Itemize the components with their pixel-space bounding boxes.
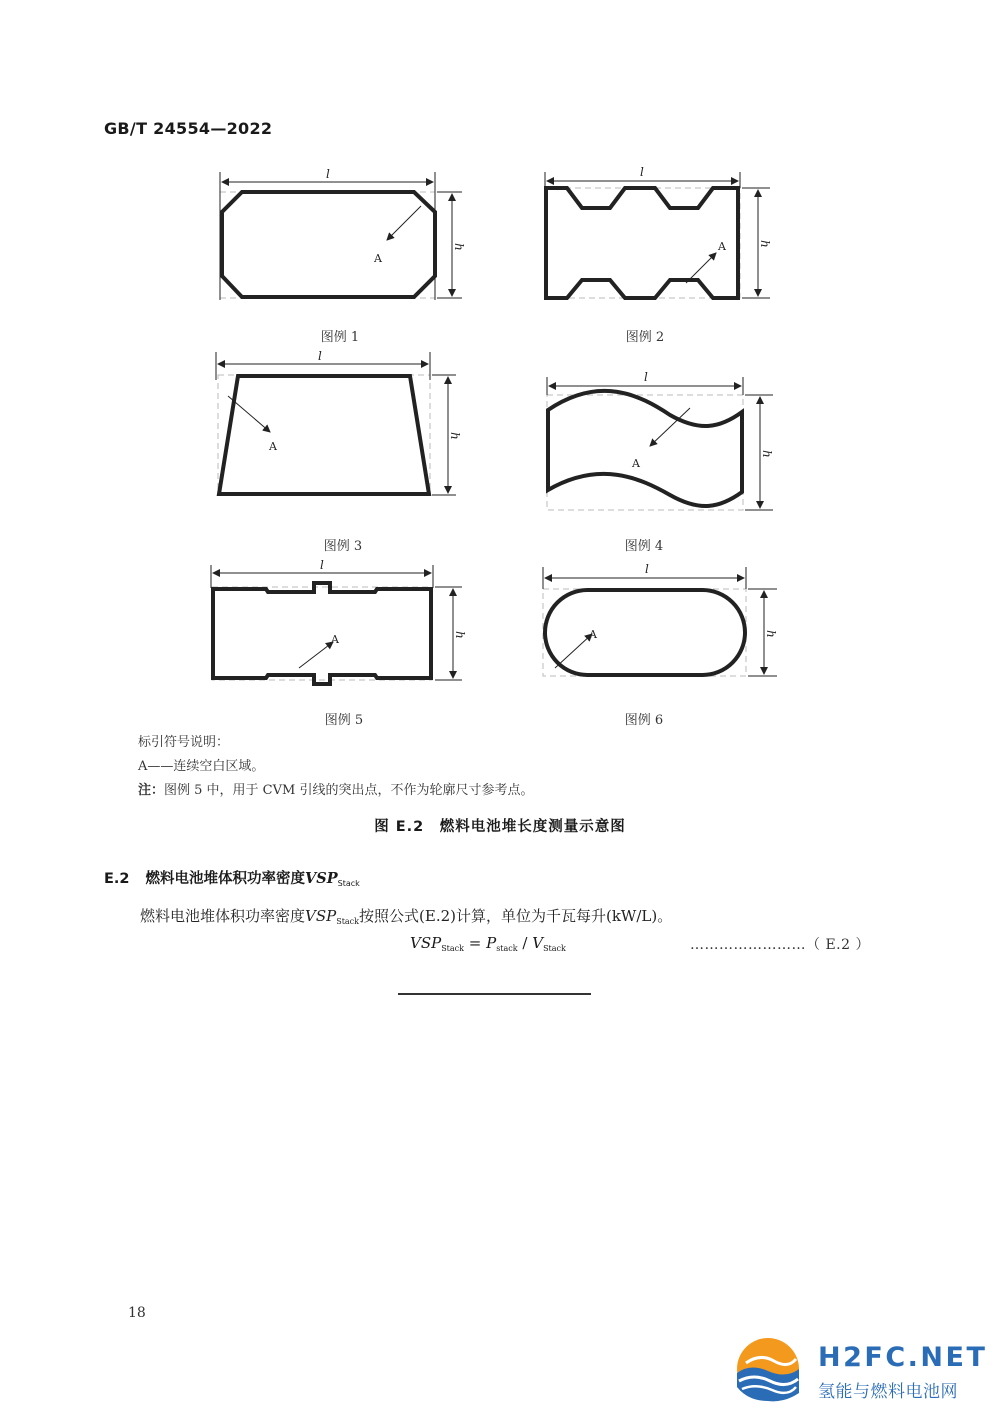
para-text-before: 燃料电池堆体积功率密度 [140,907,306,925]
figure-6-diagram [543,567,777,676]
para-text-after: 按照公式(E.2)计算，单位为千瓦每升(kW/L)。 [359,907,673,925]
dim-h-label: h [760,450,774,458]
dim-l-label: l [318,349,322,363]
formula-p-sub: stack [496,944,518,953]
figure-1-caption: 图例 1 [320,330,360,345]
dim-l-label: l [640,165,644,179]
area-a-label: A [632,457,640,470]
section-heading [104,867,360,888]
dim-h-label: h [453,631,467,639]
formula-v-sub: Stack [543,944,566,953]
dim-l-label: l [320,558,324,572]
figure-3-caption: 图例 3 [323,539,363,554]
area-a-label: A [589,628,597,641]
figure-4-diagram [547,377,773,510]
section-symbol-sub: Stack [337,879,360,888]
dim-l-label: l [326,167,330,181]
dim-h-label: h [764,630,778,638]
area-a-label: A [269,440,277,453]
figure-6-caption: 图例 6 [624,713,664,728]
figure-4-caption: 图例 4 [624,539,664,554]
dim-l-label: l [644,370,648,384]
section-symbol: VSP [305,870,338,887]
watermark-subtitle: 氢能与燃料电池网 [818,1382,958,1402]
area-a-label: A [374,252,382,265]
figure-5-diagram [211,565,462,684]
body-paragraph [140,905,672,926]
figure-5-caption: 图例 5 [324,713,364,728]
formula-v: V [532,934,544,952]
legend-title: 标引符号说明： [138,735,230,750]
area-a-label: A [331,633,339,646]
figure-3-diagram [216,352,456,495]
dim-l-label: l [645,562,649,576]
note-label: 注： [138,783,165,798]
watermark-logo-icon [726,1335,812,1403]
para-symbol: VSP [305,907,337,925]
figure-2-caption: 图例 2 [625,330,665,345]
end-rule [398,993,591,995]
figure-1-diagram [220,172,462,300]
formula-e2: $VSP_{Stack} = P_{stack} / V_{Stack}$ [410,934,566,953]
standard-id: GB/T 24554—2022 [104,119,273,138]
dim-h-label: h [452,243,466,251]
formula-lhs: VSP [410,934,442,952]
page-number: 18 [128,1305,146,1321]
formula-lhs-sub: Stack [441,944,464,953]
section-title: 燃料电池堆体积功率密度 [145,871,306,887]
dim-h-label: h [448,432,462,440]
section-number: E.2 [104,871,130,887]
legend-item-a: A——连续空白区域。 [138,759,265,774]
figure-2-diagram [545,172,770,298]
note-text: 图例 5 中，用于 CVM 引线的突出点，不作为轮廓尺寸参考点。 [164,783,534,798]
area-a-label: A [718,240,726,253]
legend-note [138,779,533,798]
formula-p: P [486,934,497,952]
dim-h-label: h [758,240,772,248]
figure-title: 图 E.2 燃料电池堆长度测量示意图 [374,819,626,835]
para-symbol-sub: Stack [336,917,360,926]
equation-reference: ……………………（ E.2 ） [690,937,870,953]
watermark-brand: H2FC.NET [818,1342,988,1373]
